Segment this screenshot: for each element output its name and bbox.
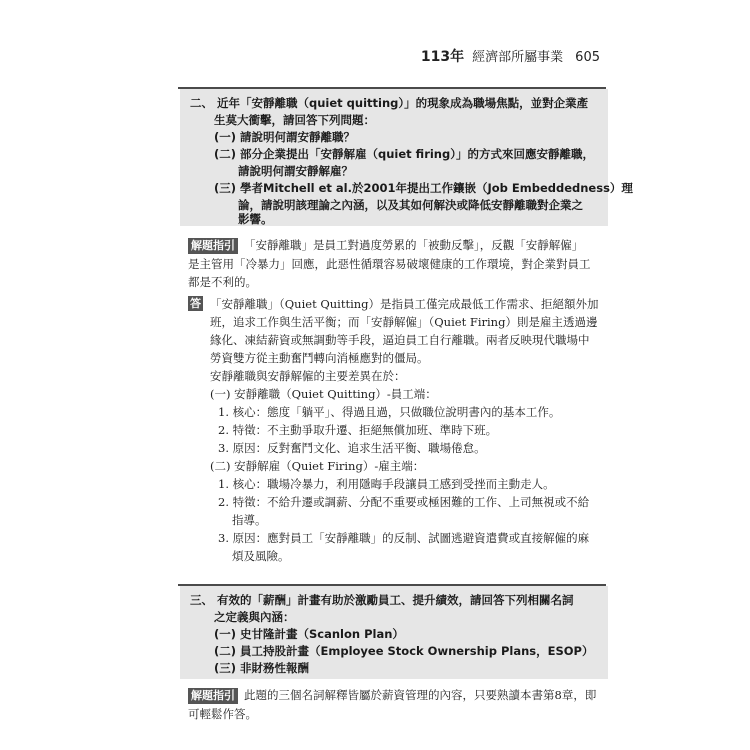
question-2-line: (一) 請說明何謂安靜離職？ [214,130,356,144]
hint-tag: 解題指引 [188,238,238,254]
answer-tag: 答 [190,297,201,310]
question-3-line: 三、 有效的「薪酬」計畫有助於激勵員工、提升績效，請回答下列相關名詞 [190,593,574,607]
answer-line: 1. 核心：職場冷暴力，利用隱晦手段讓員工感到受挫而主動走人。 [218,477,555,491]
answer-line: 班，追求工作與生活平衡；而「安靜解僱」（Quiet Firing）則是雇主透過邊 [210,315,598,329]
running-header [421,46,600,66]
hint-tag: 解題指引 [188,688,238,704]
question-3-line: (一) 史甘隆計畫（Scanlon Plan） [214,627,404,641]
answer-line: (二) 安靜解雇（Quiet Firing）-雇主端： [210,459,425,473]
answer-line: 「安靜離職」（Quiet Quitting）是指員工僅完成最低工作需求、拒絕額外加 [210,297,599,311]
answer-line: 3. 原因：應對員工「安靜離職」的反制、試圖逃避資遣費或直接解僱的麻 [218,531,590,545]
question-3-line: (三) 非財務性報酬 [214,661,310,675]
question-2-line: (三) 學者Mitchell et al.於2001年提出工作鑲嵌（Job Embeddedness）理 [214,181,633,195]
question-3-line: 之定義與內涵： [214,610,295,624]
answer-line: 2. 特徵：不給升遷或調薪、分配不重要或極困難的工作、上司無視或不給 [218,495,590,509]
hint-2-line [188,687,596,704]
answer-line: (一) 安靜離職（Quiet Quitting）-員工端： [210,387,437,401]
answer-line: 煩及風險。 [232,549,290,563]
question-2-line: (二) 部分企業提出「安靜解雇（quiet firing）」的方式來回應安靜離職， [214,147,594,161]
answer-line: 1. 核心：態度「躺平」、得過且過，只做職位說明書內的基本工作。 [218,405,561,419]
hint-2-line: 可輕鬆作答。 [188,707,257,721]
answer-line: 勞資雙方從主動奮鬥轉向消極應對的僵局。 [210,351,429,365]
header-title: 經濟部所屬事業 [472,50,564,65]
question-2-line: 影響。 [238,212,273,226]
question-2-line: 論，請說明該理論之內涵，以及其如何解決或降低安靜離職對企業之 [238,198,583,212]
header-year: 113年 [420,49,465,65]
hint-1-text: 「安靜離職」是員工對過度勞累的「被動反擊」，反觀「安靜解僱」 [244,238,584,252]
question-2-line: 請說明何謂安靜解雇？ [238,164,353,178]
answer-line: 3. 原因：反對奮鬥文化、追求生活平衡、職場倦怠。 [218,441,486,455]
answer-line: 2. 特徵：不主動爭取升遷、拒絕無償加班、準時下班。 [218,423,498,437]
hint-2-text: 此題的三個名詞解釋皆屬於薪資管理的內容，只要熟讀本書第8章，即 [244,688,597,702]
hint-1-line: 都是不利的。 [188,275,257,289]
answer-line: 安靜離職與安靜解僱的主要差異在於： [210,369,406,383]
question-3-line: (二) 員工持股計畫（Employee Stock Ownership Plans，ESOP） [214,644,594,658]
question-2-box [180,89,633,226]
answer-line: 緣化、凍結薪資或無調動等手段，逼迫員工自行離職。兩者反映現代職場中 [210,333,590,347]
question-2-line: 生莫大衝擊，請回答下列問題： [214,113,375,127]
hint-1-line: 是主管用「冷暴力」回應，此惡性循環容易破壞健康的工作環境，對企業對員工 [188,257,591,271]
question-2-line: 二、 近年「安靜離職（quiet quitting）」的現象成為職場焦點，並對企業產 [190,96,589,110]
hint-1-line [188,237,583,254]
page-number: 605 [575,50,600,65]
answer-line: 指導。 [232,513,267,527]
question-3-box [180,586,608,679]
